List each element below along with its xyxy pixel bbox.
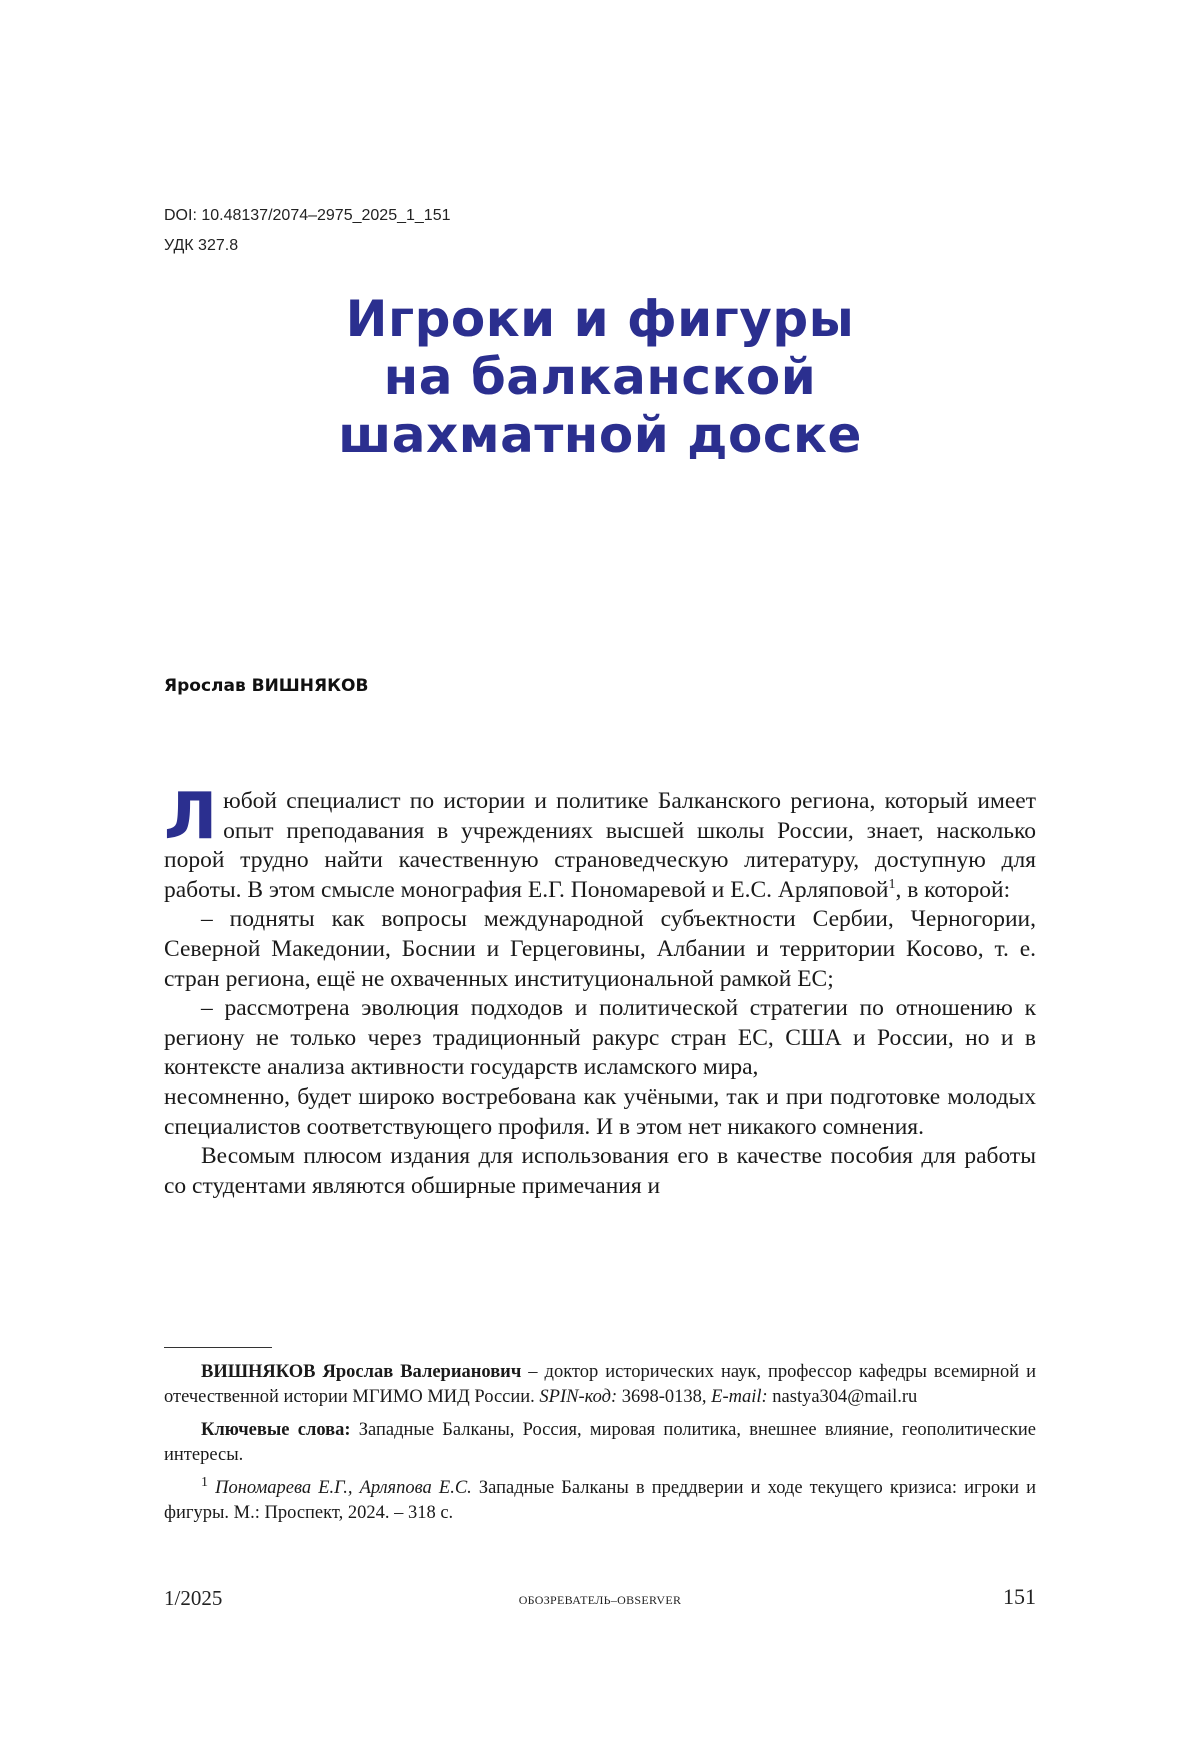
page-number: 151 <box>1003 1584 1036 1610</box>
doi-line: DOI: 10.48137/2074–2975_2025_1_151 <box>164 207 450 225</box>
paragraph-3: – рассмотрена эволюция подходов и политической стратегии по отношению к региону не только через традиционный ракурс стран ЕС, США и России, но и в контексте анализа активности государств исламского мира, <box>164 994 1036 1083</box>
footnote-1 <box>164 1476 1036 1526</box>
author-name: Ярослав ВИШНЯКОВ <box>164 676 368 696</box>
drop-cap: Л <box>164 789 217 845</box>
title-line-3: шахматной доске <box>164 406 1036 464</box>
email-link[interactable]: nastya304@mail.ru <box>768 1387 918 1407</box>
paragraph-2: – подняты как вопросы международной субъектности Сербии, Черногории, Северной Македонии, Боснии и Герцеговины, Албании и территории Косово, т. е. стран региона, ещё не охваченных институциональной рамкой ЕС; <box>164 905 1036 994</box>
footnote-authors: Пономарева Е.Г., Арляпова Е.С. <box>215 1478 472 1498</box>
keywords-text: Западные Балканы, Россия, мировая политика, внешнее влияние, геополитические интересы. <box>164 1420 1036 1465</box>
spin-value: 3698-0138, <box>617 1387 711 1407</box>
title-line-2: на балканской <box>164 348 1036 406</box>
footnote-ref[interactable]: 1 <box>888 877 895 892</box>
bio-name: ВИШНЯКОВ Ярослав Валерианович <box>201 1362 521 1382</box>
article-title <box>164 290 1036 464</box>
footnote-number: 1 <box>201 1475 208 1490</box>
title-line-1: Игроки и фигуры <box>164 290 1036 348</box>
email-label: E-mail: <box>711 1387 768 1407</box>
author-bio <box>164 1360 1036 1410</box>
issue-number: 1/2025 <box>164 1586 222 1611</box>
keywords <box>164 1418 1036 1468</box>
journal-name: ОБОЗРЕВАТЕЛЬ–OBSERVER <box>500 1593 700 1608</box>
paragraph-1-end: , в которой: <box>895 877 1010 903</box>
footnote-divider <box>164 1347 272 1348</box>
paragraph-1-text: юбой специалист по истории и политике Балканского региона, который имеет опыт преподавания в учреждениях высшей школы России, знает, насколько порой трудно найти качественную страноведческую литературу, доступную для работы. В этом смысле монография Е.Г. Пономаревой и Е.С. Арляповой <box>164 788 1036 903</box>
paragraph-1 <box>164 787 1036 905</box>
footnotes <box>164 1360 1036 1534</box>
udk-line: УДК 327.8 <box>164 237 238 255</box>
spin-label: SPIN-код: <box>539 1387 617 1407</box>
bio-text: – доктор исторических наук, профессор кафедры всемирной и отечественной истории МГИМО МИД России. <box>164 1362 1036 1407</box>
article-body <box>164 787 1036 1201</box>
footnote-text: Западные Балканы в преддверии и ходе текущего кризиса: игроки и фигуры. М.: Проспект, 2024. – 318 с. <box>164 1478 1036 1523</box>
paragraph-5: Весомым плюсом издания для использования его в качестве пособия для работы со студентами являются обширные примечания и <box>164 1142 1036 1201</box>
paragraph-4: несомненно, будет широко востребована как учёными, так и при подготовке молодых специалистов соответствующего профиля. И в этом нет никакого сомнения. <box>164 1083 1036 1142</box>
keywords-label: Ключевые слова: <box>201 1420 351 1440</box>
